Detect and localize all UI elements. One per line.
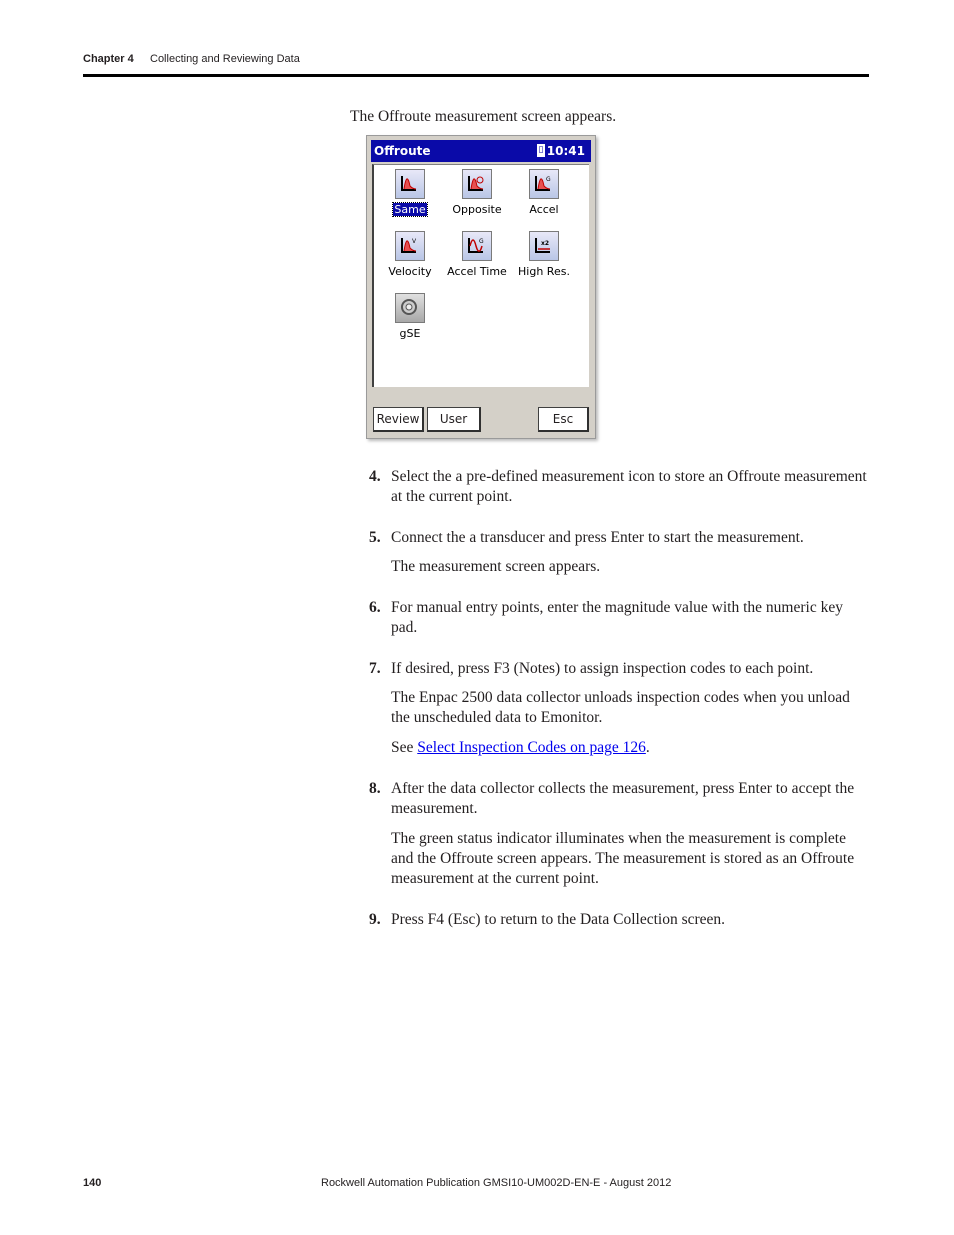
same-icon[interactable] — [376, 169, 444, 216]
softkey-bar — [372, 404, 590, 432]
icon-label: Accel — [529, 203, 559, 216]
gse-icon[interactable] — [376, 293, 444, 340]
chapter-label: Chapter 4 — [83, 53, 134, 65]
step-number: 5. — [369, 529, 381, 546]
svg-text:V: V — [412, 238, 417, 245]
user-button[interactable]: User — [427, 407, 481, 432]
step-text: Press F4 (Esc) to return to the Data Collection screen. — [391, 911, 726, 928]
step-text: Select the a pre-defined measurement icon to store an Offroute measurement at the current point. — [391, 468, 867, 505]
step-8-result: The green status indicator illuminates when the measurement is complete and the Offroute screen appears. The measurement is stored as an Offroute measurement at the current point. — [391, 830, 855, 887]
accel-icon[interactable] — [510, 169, 578, 216]
velocity-icon[interactable] — [376, 231, 444, 278]
step-7-result: The Enpac 2500 data collector unloads inspection codes when you unload the unscheduled data to Emonitor. — [391, 689, 850, 726]
see-suffix: . — [645, 739, 650, 756]
section-title: Collecting and Reviewing Data — [150, 53, 300, 65]
step-text: Connect the a transducer and press Enter to start the measurement. — [391, 529, 804, 546]
device-screenshot — [366, 135, 596, 439]
icon-label: Accel Time — [447, 265, 507, 278]
intro-text: The Offroute measurement screen appears. — [350, 108, 617, 125]
svg-text:G: G — [479, 238, 484, 245]
opposite-icon[interactable] — [443, 169, 511, 216]
step-number: 9. — [369, 911, 381, 928]
step-number: 8. — [369, 780, 381, 797]
accel-time-icon[interactable] — [443, 231, 511, 278]
icon-label: gSE — [399, 327, 421, 340]
esc-button[interactable]: Esc — [538, 407, 589, 432]
header-rule — [83, 74, 869, 77]
step-number: 4. — [369, 468, 381, 485]
icon-label: Opposite — [452, 203, 502, 216]
svg-text:x2: x2 — [541, 240, 550, 247]
see-prefix: See — [391, 739, 418, 756]
device-title: Offroute — [374, 144, 431, 158]
step-number: 6. — [369, 599, 381, 616]
step-text: After the data collector collects the measurement, press Enter to accept the measurement. — [391, 780, 855, 817]
running-header — [83, 53, 300, 65]
page-number: 140 — [83, 1177, 102, 1189]
publication-info: Rockwell Automation Publication GMSI10-UM002D-EN-E - August 2012 — [321, 1177, 672, 1189]
step-text: For manual entry points, enter the magnitude value with the numeric key pad. — [391, 599, 843, 636]
select-inspection-codes-link[interactable]: Select Inspection Codes on page 126 — [417, 739, 646, 756]
icon-label: High Res. — [518, 265, 570, 278]
high-res-icon[interactable] — [510, 231, 578, 278]
icon-label: Velocity — [388, 265, 432, 278]
device-titlebar — [371, 140, 591, 162]
step-number: 7. — [369, 660, 381, 677]
step-5-result: The measurement screen appears. — [391, 558, 601, 575]
svg-text:G: G — [546, 176, 551, 183]
device-clock: 10:41 — [546, 144, 585, 158]
see-reference — [391, 738, 869, 758]
step-text: If desired, press F3 (Notes) to assign inspection codes to each point. — [391, 660, 814, 677]
icon-label: Same — [394, 203, 426, 216]
icon-pane — [372, 164, 589, 387]
battery-icon: ▯ — [538, 145, 544, 155]
review-button[interactable]: Review — [373, 407, 424, 432]
